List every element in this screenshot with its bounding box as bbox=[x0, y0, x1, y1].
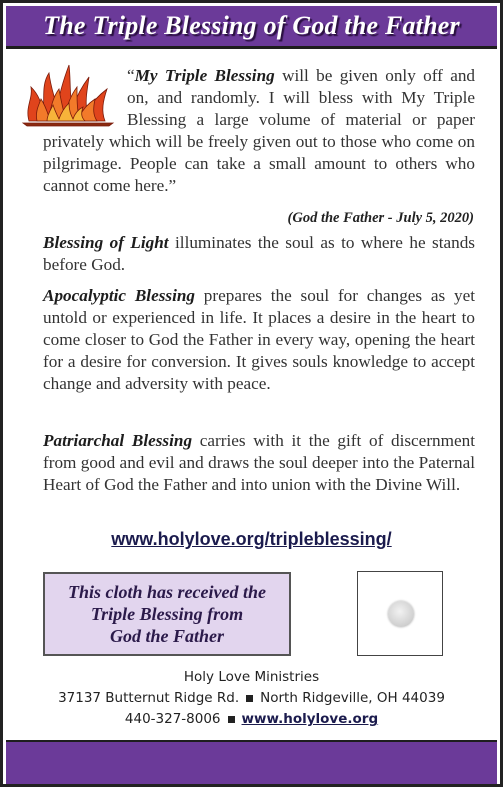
footer-bar bbox=[6, 740, 497, 784]
blessing-text: prepares the soul for changes as yet untold or experienced in life. It places a desire in the heart to come closer to God the Father in every way, opening the heart for a desire for conversion. It gives souls knowledge to accept change and adversity with peace. bbox=[43, 286, 475, 393]
street-address: 37137 Butternut Ridge Rd. bbox=[58, 690, 240, 706]
cloth-swatch-frame bbox=[357, 571, 443, 656]
header-bar bbox=[6, 6, 497, 49]
blessing-patriarchal bbox=[43, 430, 475, 496]
page-title: The Triple Blessing of God the Father bbox=[43, 11, 460, 40]
blessing-apocalyptic bbox=[43, 285, 475, 395]
bullet-square-icon bbox=[228, 716, 235, 723]
notice-line-1: This cloth has received the bbox=[68, 582, 266, 602]
blessing-name: Blessing of Light bbox=[43, 233, 169, 252]
contact-line bbox=[3, 709, 500, 730]
blessing-text: illuminates the soul as to where he stands before God. bbox=[43, 233, 475, 274]
website-link[interactable]: www.holylove.org bbox=[241, 711, 379, 727]
blessing-text: carries with it the gift of discernment from good and evil and draws the soul deeper into the Paternal Heart of God the Father and into union with the Divine Will. bbox=[43, 431, 475, 494]
address-line bbox=[3, 688, 500, 709]
cloth-notice-text bbox=[68, 581, 266, 647]
cloth-notice-box bbox=[43, 572, 291, 656]
quote-text: will be given only off and on, and randomly. I will bless with My Triple Blessing a large volume of material or paper privately which will be freely given out to those who come on pilgrimage. People can take a small amount to others who cannot come here.” bbox=[43, 66, 476, 195]
footer bbox=[3, 667, 500, 730]
cloth-swatch-icon bbox=[388, 601, 414, 627]
blessing-name: Apocalyptic Blessing bbox=[43, 286, 195, 305]
quote-citation: (God the Father - July 5, 2020) bbox=[287, 210, 474, 226]
city-state: North Ridgeville, OH 44039 bbox=[260, 690, 445, 706]
notice-line-3: God the Father bbox=[109, 626, 224, 646]
blessing-light bbox=[43, 232, 475, 276]
quote-lead: My Triple Blessing bbox=[134, 66, 275, 85]
org-name: Holy Love Ministries bbox=[183, 669, 320, 685]
triple-blessing-link[interactable]: www.holylove.org/tripleblessing/ bbox=[111, 529, 392, 549]
quote-open: “ bbox=[127, 66, 135, 85]
notice-line-2: Triple Blessing from bbox=[90, 604, 244, 624]
phone-number: 440-327-8006 bbox=[124, 711, 221, 727]
blessing-name: Patriarchal Blessing bbox=[43, 431, 193, 450]
quote-paragraph bbox=[43, 65, 475, 197]
bullet-square-icon bbox=[246, 695, 253, 702]
